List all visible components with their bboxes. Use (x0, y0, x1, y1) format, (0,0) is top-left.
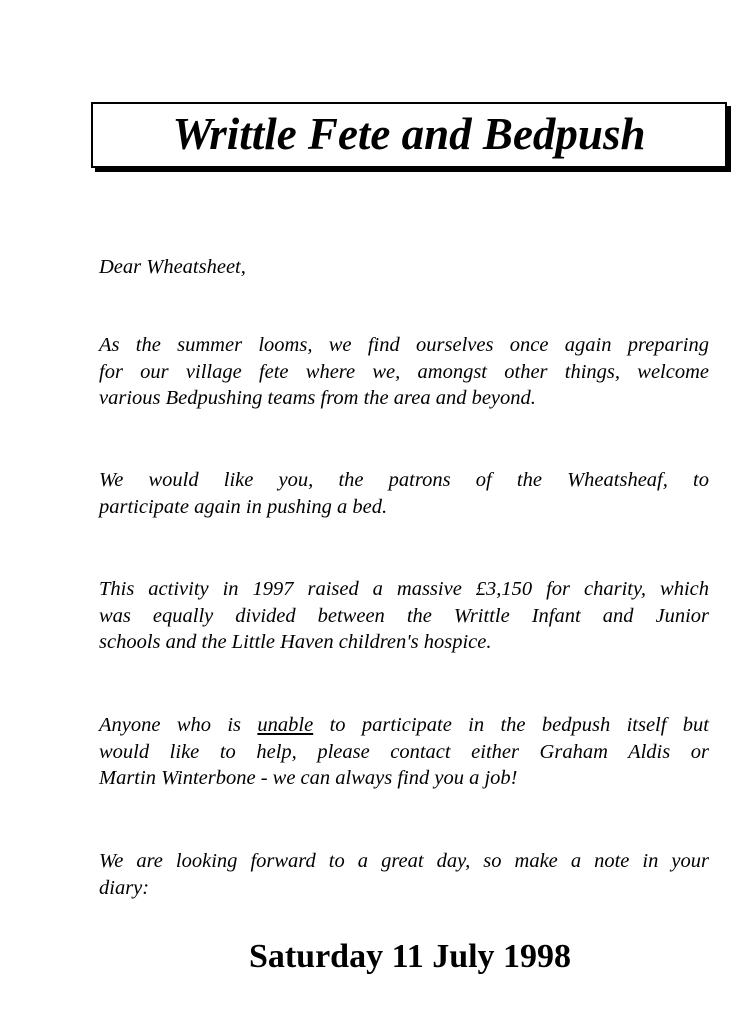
underlined-word: unable (257, 714, 314, 736)
text-line: We would like you, the patrons of the Wheatsheaf, to (99, 469, 709, 491)
paragraph-5 (99, 848, 709, 901)
text-line: We are looking forward to a great day, so make a note in your (99, 850, 709, 872)
text-line: participate again in pushing a bed. (99, 495, 388, 518)
text-line: schools and the Little Haven children's hospice. (99, 631, 492, 654)
text-line: was equally divided between the Writtle Infant and Junior (99, 604, 709, 627)
text-line: This activity in 1997 raised a massive £3,150 for charity, which (99, 578, 709, 600)
text-line: would like to help, please contact either Graham Aldis or (99, 740, 709, 763)
paragraph-4 (99, 712, 709, 792)
paragraph-3 (99, 576, 709, 656)
paragraph-1 (99, 332, 709, 412)
text-line: diary: (99, 876, 150, 899)
event-date: Saturday 11 July 1998 (248, 938, 572, 975)
text-line (99, 712, 709, 739)
salutation (99, 254, 709, 281)
text-segment: to participate in the bedpush itself but (313, 714, 709, 736)
text-line: various Bedpushing teams from the area and beyond. (99, 387, 536, 410)
text-line: for our village fete where we, amongst other things, welcome (99, 360, 709, 383)
salutation-text: Dear Wheatsheet, (99, 256, 246, 278)
title-box (91, 102, 727, 168)
text-segment: Anyone who is (99, 714, 258, 736)
paragraph-2 (99, 467, 709, 520)
text-line: Martin Winterbone - we can always find you a job! (99, 767, 518, 790)
text-line: As the summer looms, we find ourselves once again preparing (99, 334, 709, 356)
document-title: Writtle Fete and Bedpush (172, 109, 646, 159)
